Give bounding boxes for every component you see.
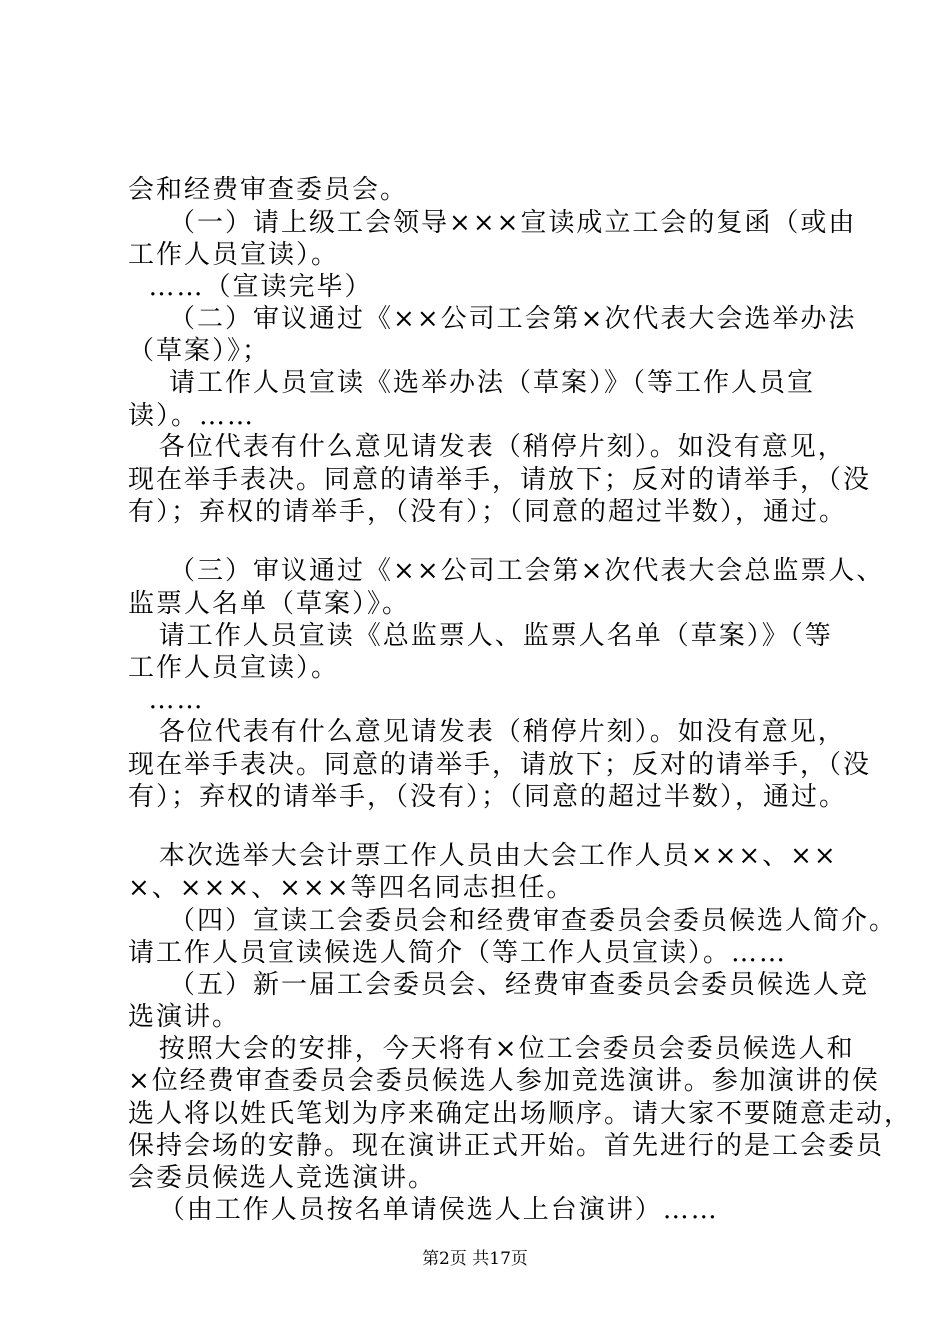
text-line: 请工作人员宣读《选举办法（草案）》（等工作人员宣 bbox=[128, 368, 816, 398]
text-line: （五）新一届工会委员会、经费审查委员会委员候选人竞 bbox=[128, 970, 870, 1000]
text-line: （四）宣读工会委员会和经费审查委员会委员候选人简介。 bbox=[128, 906, 898, 936]
text-line: 各位代表有什么意见请发表（稍停片刻）。如没有意见， bbox=[128, 432, 846, 462]
text-line: ……（宣读完毕） bbox=[128, 272, 373, 302]
text-line: 读）。…… bbox=[128, 401, 256, 431]
text-line: ×位经费审查委员会委员候选人参加竞选演讲。参加演讲的侯 bbox=[128, 1066, 880, 1096]
text-line: （草案）》； bbox=[128, 336, 271, 366]
text-line: 各位代表有什么意见请发表（稍停片刻）。如没有意见， bbox=[128, 717, 846, 747]
text-line: …… bbox=[128, 685, 205, 715]
text-line: 有）；弃权的请举手，（没有）；（同意的超过半数），通过。 bbox=[128, 782, 848, 812]
text-line: 请工作人员宣读候选人简介（等工作人员宣读）。…… bbox=[128, 938, 788, 968]
page-number-footer: 第2页 共17页 bbox=[422, 1249, 528, 1269]
text-line: 现在举手表决。同意的请举手，请放下；反对的请举手，（没 bbox=[128, 465, 872, 495]
text-line: 现在举手表决。同意的请举手，请放下；反对的请举手，（没 bbox=[128, 750, 872, 780]
text-line: 监票人名单（草案）》。 bbox=[128, 589, 411, 619]
text-line: 选演讲。 bbox=[128, 1002, 241, 1032]
text-line: ×、×××、×××等四名同志担任。 bbox=[128, 873, 575, 903]
text-line: （由工作人员按名单请侯选人上台演讲）…… bbox=[128, 1195, 719, 1225]
text-line: 保持会场的安静。现在演讲正式开始。首先进行的是工会委员 bbox=[128, 1131, 885, 1161]
text-line: 工作人员宣读）。 bbox=[128, 653, 340, 683]
text-line: （三）审议通过《××公司工会第×次代表大会总监票人、 bbox=[128, 556, 885, 586]
text-line: 会委员候选人竞选演讲。 bbox=[128, 1163, 437, 1193]
text-line: （一）请上级工会领导×××宣读成立工会的复函（或由 bbox=[128, 208, 857, 238]
text-line: 有）；弃权的请举手，（没有）；（同意的超过半数），通过。 bbox=[128, 497, 848, 527]
text-line: 工作人员宣读）。 bbox=[128, 240, 340, 270]
text-line: （二）审议通过《××公司工会第×次代表大会选举办法 bbox=[128, 304, 857, 334]
text-line: 按照大会的安排，今天将有×位工会委员会委员候选人和 bbox=[128, 1034, 855, 1064]
text-line: 选人将以姓氏笔划为序来确定出场顺序。请大家不要随意走动， bbox=[128, 1099, 913, 1129]
text-line: 请工作人员宣读《总监票人、监票人名单（草案）》（等 bbox=[128, 621, 833, 651]
text-line: 本次选举大会计票工作人员由大会工作人员×××、×× bbox=[128, 841, 838, 871]
text-line: 会和经费审查委员会。 bbox=[128, 175, 409, 205]
